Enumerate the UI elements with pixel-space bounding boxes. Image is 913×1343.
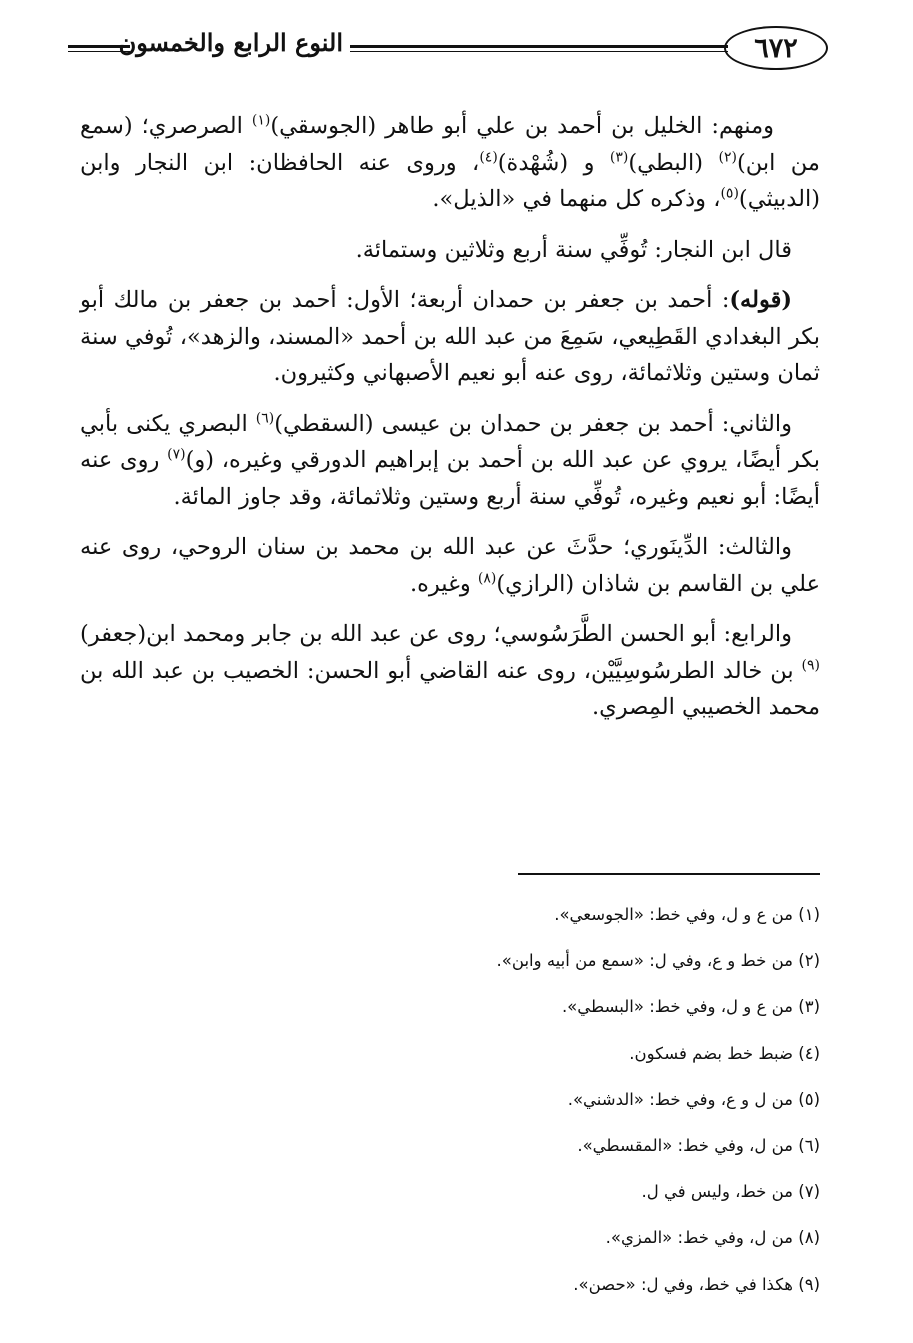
text-run: وغيره. [409,570,478,597]
footnote: (٨) من ل، وفي خط: «المزي». [605,1228,820,1248]
header-rule-right [350,45,728,52]
footnote-ref: (١) [251,112,271,129]
paragraph [80,108,820,218]
paragraph [80,282,820,392]
paragraph [80,232,820,269]
text-run: ، وروى عنه الحافظان: ابن النجار وابن (الدبيثي) [80,149,820,212]
main-text [80,108,820,740]
footnote-ref: (٦) [255,410,275,426]
footnote: (٥) من ل و ع، وفي خط: «الدشني». [567,1089,820,1109]
footnote-ref: (٥) [720,185,739,202]
footnote: (٤) ضبط خط بضم فسكون. [629,1043,820,1063]
paragraph [80,529,820,602]
footnote-separator [518,873,820,875]
page-number: ٦٧٢ [724,26,828,70]
footnote-ref: (٧) [167,446,186,463]
paragraph [80,406,820,516]
footnote-ref: (٢) [718,149,737,165]
footnote: (٦) من ل، وفي خط: «المقسطي». [577,1136,820,1156]
text-run: ، وذكره كل منهما في «الذيل». [432,186,721,212]
text-run: والثالث: الدِّينَوري؛ حدَّثَ عن عبد الله بن محمد بن سنان الروحي، روى عنه علي بن القاسم بن شاذان (الرازي) [80,534,820,597]
paragraph-lead: (قوله) [729,287,792,313]
paragraph [80,616,820,726]
text-run: و (شُهْدة) [497,149,610,176]
text-run: روى عنه أيضًا: أبو نعيم وغيره، تُوفِّي سنة أربع وستين وثلاثمائة، وقد جاوز المائة. [80,447,820,510]
text-run: ومنهم: الخليل بن أحمد بن علي أبو طاهر (الجوسقي) [270,113,775,139]
text-run: والرابع: أبو الحسن الطَّرَسُوسي؛ روى عن عبد الله بن جابر ومحمد ابن(جعفر) [80,621,792,647]
footnote: (٩) هكذا في خط، وفي ل: «حصن». [573,1274,820,1294]
text-run: : أحمد بن جعفر بن حمدان أربعة؛ الأول: أحمد بن جعفر بن مالك أبو بكر البغدادي القَطِيعي، سَمِعَ من عبد الله بن أحمد «المسند، والزهد»، تُوفي سنة ثمان وستين وثلاثمائة، روى عنه أبو نعيم الأصبهاني وكثيرون. [80,287,820,386]
running-title: النوع الرابع والخمسون [118,28,343,57]
footnote-ref: (٨) [477,570,497,586]
text-run: قال ابن النجار: تُوفِّي سنة أربع وثلاثين وستمائة. [355,236,792,263]
footnote-ref: (٤) [479,149,498,165]
footnotes [80,892,820,1308]
footnote: (٣) من ع و ل، وفي خط: «البسطي». [561,997,820,1017]
footnote: (٢) من خط و ع، وفي ل: «سمع من أبيه وابن». [496,951,820,971]
footnote-ref: (٣) [609,149,629,165]
page-header [68,22,828,78]
footnote-ref: (٩) [801,657,820,673]
text-run: الصرصري؛ (سمع من ابن) [80,113,820,176]
footnote: (١) من ع و ل، وفي خط: «الجوسعي». [554,905,820,924]
text-run: والثاني: أحمد بن جعفر بن حمدان بن عيسى (السقطي) [274,410,792,437]
footnote: (٧) من خط، وليس في ل. [641,1182,820,1202]
text-run: البصري يكنى بأبي بكر أيضًا، يروي عن عبد الله بن أحمد بن إبراهيم الدورقي وغيره، (و) [80,410,820,473]
text-run: (البطي) [628,149,719,176]
text-run: بن خالد الطرسُوسِيَّيْن، روى عنه القاضي أبو الحسن: الخصيب بن عبد الله بن محمد الخصيبي المِصري. [80,657,820,720]
